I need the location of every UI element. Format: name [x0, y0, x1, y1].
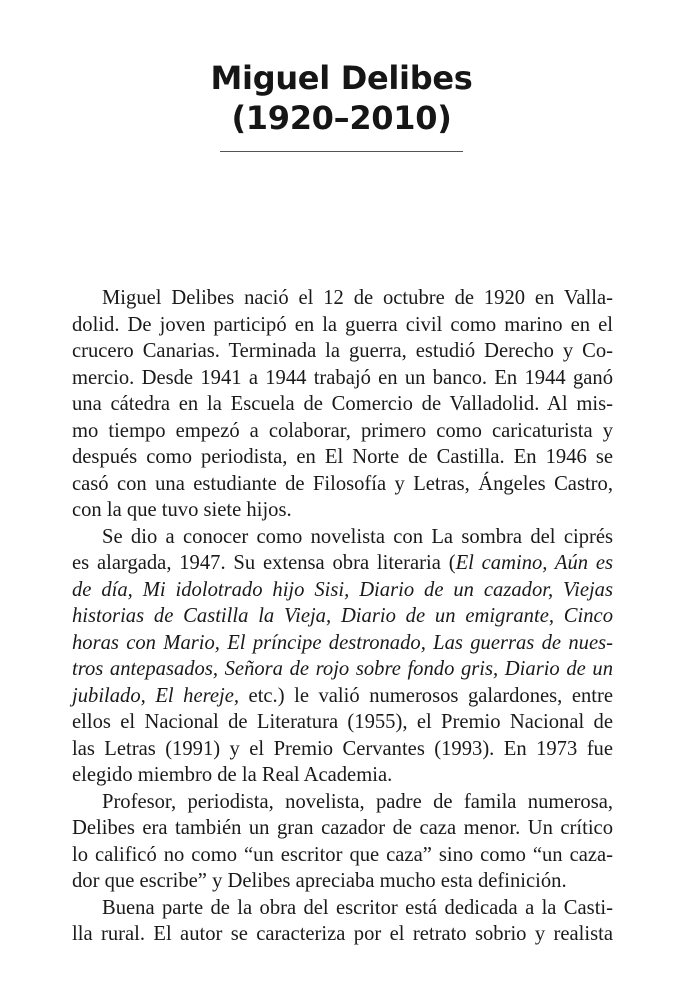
text-fragment: es alargada, 1947. Su extensa obra literaria (: [72, 552, 456, 574]
text-line: mo tiempo empezó a colaborar, primero como caricaturista y: [72, 419, 613, 442]
paragraph-4: [72, 895, 613, 948]
text-line: lo calificó no como “un escritor que caza” sino como “un caza-: [72, 843, 613, 866]
text-line: [72, 683, 613, 710]
paragraph-2: [72, 524, 613, 789]
text-line: mercio. Desde 1941 a 1944 trabajó en un banco. En 1944 ganó: [72, 366, 613, 389]
text-line: [72, 577, 613, 604]
text-line: [72, 603, 613, 630]
paragraph-3: [72, 789, 613, 895]
text-fragment: etc.) le valió numerosos galardones, entre: [239, 684, 614, 707]
text-line: dolid. De joven participó en la guerra civil como marino en el: [72, 313, 613, 336]
italic-fragment: historias de Castilla la Vieja, Diario de un emigrante, Cinco: [72, 605, 613, 627]
text-line: dor que escribe” y Delibes apreciaba mucho esta definición.: [72, 870, 567, 892]
text-line: después como periodista, en El Norte de Castilla. En 1946 se: [72, 446, 613, 468]
text-line: [72, 630, 613, 657]
text-line: Miguel Delibes nació el 12 de octubre de 1920 en Valla-: [102, 287, 613, 309]
text-line: lla rural. El autor se caracteriza por el retrato sobrio y realista: [72, 923, 613, 945]
text-line: [72, 550, 613, 577]
italic-fragment: El camino, Aún es: [455, 552, 613, 574]
text-line: ellos el Nacional de Literatura (1955), el Premio Nacional de: [72, 711, 613, 733]
text-line: las Letras (1991) y el Premio Cervantes (1993). En 1973 fue: [72, 737, 613, 760]
text-line: [72, 656, 613, 683]
text-line: Profesor, periodista, novelista, padre de famila numerosa,: [102, 790, 613, 813]
text-line: con la que tuvo siete hijos.: [72, 499, 292, 521]
italic-fragment: horas con Mario, El príncipe destronado, Las guerras de nues-: [72, 631, 613, 654]
text-line: Se dio a conocer como novelista con La sombra del ciprés: [102, 525, 613, 548]
italic-fragment: tros antepasados, Señora de rojo sobre fondo gris, Diario de un: [72, 658, 613, 680]
title-divider: [220, 151, 463, 152]
text-line: Buena parte de la obra del escritor está dedicada a la Casti-: [102, 896, 613, 919]
italic-fragment: jubilado, El hereje,: [72, 684, 240, 707]
page-title: [0, 58, 683, 138]
biography-text: [72, 285, 613, 948]
text-line: crucero Canarias. Terminada la guerra, estudió Derecho y Co-: [72, 340, 613, 362]
text-line: Delibes era también un gran cazador de caza menor. Un crítico: [72, 817, 613, 839]
text-line: elegido miembro de la Real Academia.: [72, 764, 393, 786]
italic-fragment: de día, Mi idolotrado hijo Sisi, Diario de un cazador, Viejas: [72, 578, 613, 601]
text-line: casó con una estudiante de Filosofía y Letras, Ángeles Castro,: [72, 472, 613, 495]
paragraph-1: [72, 285, 613, 524]
text-line: una cátedra en la Escuela de Comercio de Valladolid. Al mis-: [72, 393, 613, 415]
title-years: (1920–2010): [231, 99, 452, 137]
title-name: Miguel Delibes: [210, 59, 473, 97]
